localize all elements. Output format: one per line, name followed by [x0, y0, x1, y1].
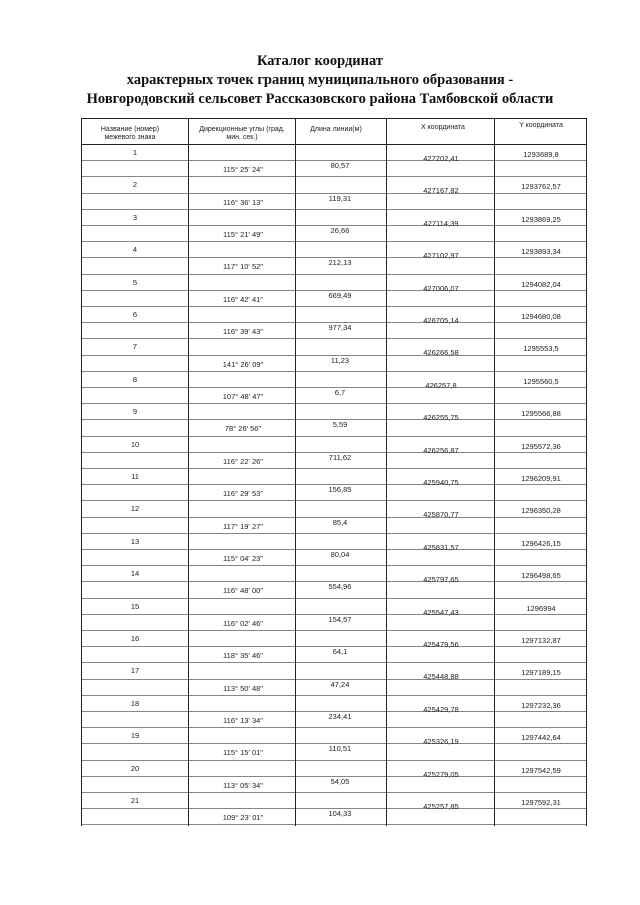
x-coordinate: 427114,39 [423, 218, 459, 228]
y-coordinate: 1293762,57 [521, 182, 561, 192]
line-length: 64,1 [332, 647, 348, 657]
title-line-3: Новгородовский сельсовет Рассказовского района Тамбовской области [86, 91, 554, 107]
row-divider [81, 695, 586, 696]
direction-angle: 115° 15' 01" [223, 748, 263, 758]
line-length: 554,96 [328, 582, 352, 592]
line-length: 104,33 [328, 809, 352, 819]
direction-angle: 116° 29' 53" [223, 489, 263, 499]
x-coordinate: 427202,41 [423, 154, 459, 163]
x-coordinate: 425326,19 [423, 737, 459, 747]
direction-angle: 116° 39' 43" [223, 327, 263, 337]
x-coordinate: 427102,97 [423, 251, 459, 261]
y-coordinate: 1295553,5 [523, 344, 559, 354]
row-divider [81, 760, 586, 761]
row-divider [81, 338, 586, 339]
row-divider [81, 306, 586, 307]
point-number: 21 [130, 796, 140, 805]
x-coordinate: 425279,05 [423, 769, 459, 779]
y-coordinate: 1296498,65 [521, 571, 561, 581]
direction-angle: 116° 48' 00" [223, 586, 263, 596]
y-coordinate: 1293689,8 [523, 150, 559, 159]
line-length: 54,05 [330, 776, 350, 786]
point-number: 2 [132, 180, 138, 190]
point-number: 10 [130, 439, 140, 449]
line-length: 80,04 [330, 550, 350, 559]
direction-angle: 115° 21' 49" [223, 230, 263, 239]
direction-angle: 115° 25' 24" [223, 165, 263, 175]
row-divider [81, 436, 586, 437]
point-number: 11 [131, 472, 139, 481]
y-coordinate: 1297189,15 [521, 668, 561, 678]
header-angle: Дирекционные углы (град. мин. сек.) [199, 126, 285, 141]
column-divider [586, 118, 587, 826]
point-number: 13 [130, 536, 140, 546]
point-number: 1 [132, 148, 138, 157]
y-coordinate: 1295566,88 [521, 409, 561, 419]
line-length: 6,7 [334, 388, 346, 397]
x-coordinate: 425448,88 [423, 672, 459, 682]
direction-angle: 113° 50' 48" [223, 683, 263, 693]
x-coordinate: 425429,78 [423, 704, 459, 714]
y-coordinate: 1297542,59 [521, 765, 561, 775]
row-divider [81, 274, 586, 275]
direction-angle: 107° 48' 47" [222, 392, 264, 401]
direction-angle: 109° 23' 01" [222, 813, 264, 823]
x-coordinate: 425870,77 [423, 510, 459, 520]
coordinates-table [81, 118, 586, 826]
table-top-border [81, 118, 586, 119]
direction-angle: 116° 42' 41" [223, 294, 263, 304]
row-divider [81, 630, 586, 631]
y-coordinate: 1293893,34 [521, 247, 561, 257]
y-coordinate: 1294680,08 [521, 312, 561, 321]
line-length: 11,23 [330, 355, 350, 365]
x-coordinate: 425831,57 [423, 542, 459, 552]
row-divider [81, 209, 586, 210]
y-coordinate: 1293869,25 [521, 214, 561, 224]
row-divider [81, 533, 586, 534]
line-length: 80,57 [330, 161, 350, 171]
x-coordinate: 426257,8 [425, 380, 457, 390]
header-point: Название (номер) межевого знака [100, 126, 160, 141]
document-title [0, 52, 640, 109]
direction-angle: 113° 05' 34" [223, 780, 263, 790]
x-coordinate: 425547,43 [423, 607, 459, 617]
point-number: 8 [132, 374, 138, 384]
line-length: 154,57 [328, 614, 352, 624]
direction-angle: 118° 35' 46" [223, 651, 263, 661]
x-coordinate: 426705,14 [423, 316, 459, 325]
point-number: 14 [130, 569, 140, 579]
point-number: 15 [130, 601, 140, 611]
direction-angle: 117° 10' 52" [223, 262, 263, 272]
y-coordinate: 1297592,31 [521, 798, 561, 807]
y-coordinate: 1296426,15 [521, 538, 561, 548]
line-length: 26,66 [330, 226, 350, 235]
line-length: 669,49 [328, 290, 352, 300]
y-coordinate: 1296994 [526, 603, 556, 613]
direction-angle: 117° 19' 27" [223, 521, 263, 531]
direction-angle: 78° 26' 56" [224, 424, 262, 434]
point-number: 18 [130, 698, 140, 708]
direction-angle: 115° 04' 23" [223, 554, 263, 563]
x-coordinate: 426266,58 [423, 348, 459, 358]
header-x: X координата [421, 124, 465, 131]
direction-angle: 141° 26' 09" [222, 359, 264, 369]
row-divider [81, 176, 586, 177]
line-length: 85,4 [332, 517, 348, 527]
row-divider [81, 565, 586, 566]
x-coordinate: 427006,07 [423, 283, 459, 293]
header-length: Длина линии(м) [310, 126, 362, 133]
direction-angle: 116° 02' 46" [223, 618, 263, 628]
row-divider [81, 792, 586, 793]
direction-angle: 116° 36' 13" [223, 197, 263, 207]
point-number: 5 [132, 277, 138, 287]
point-number: 6 [132, 310, 138, 319]
point-number: 20 [130, 763, 140, 773]
x-coordinate: 425479,56 [423, 640, 459, 649]
row-divider [81, 500, 586, 501]
point-number: 3 [132, 212, 138, 222]
direction-angle: 116° 22' 26" [223, 456, 263, 466]
point-number: 9 [132, 407, 138, 417]
line-length: 5,59 [332, 420, 348, 430]
x-coordinate: 426255,75 [423, 413, 459, 423]
row-divider [81, 662, 586, 663]
row-divider [81, 371, 586, 372]
line-length: 212,13 [328, 258, 352, 268]
x-coordinate: 426256,87 [423, 445, 459, 455]
y-coordinate: 1296350,28 [521, 506, 561, 516]
row-divider [81, 403, 586, 404]
title-line-1: Каталог координат [256, 53, 384, 69]
point-number: 17 [130, 666, 140, 676]
y-coordinate: 1295572,36 [521, 441, 561, 451]
header-divider [81, 144, 586, 145]
row-divider [81, 727, 586, 728]
line-length: 47,24 [330, 679, 350, 689]
line-length: 119,31 [328, 193, 352, 203]
line-length: 234,41 [328, 712, 352, 721]
y-coordinate: 1295560,5 [523, 376, 559, 386]
point-number: 4 [132, 245, 138, 255]
y-coordinate: 1297442,64 [521, 733, 561, 743]
y-coordinate: 1296209,91 [521, 474, 561, 483]
point-number: 19 [130, 731, 140, 741]
row-divider [81, 241, 586, 242]
row-divider [81, 824, 586, 825]
point-number: 16 [130, 634, 140, 643]
x-coordinate: 425940,75 [423, 478, 459, 487]
line-length: 156,85 [328, 485, 352, 495]
x-coordinate: 427167,82 [423, 186, 459, 196]
point-number: 7 [132, 342, 138, 352]
line-length: 711,62 [328, 452, 352, 462]
y-coordinate: 1294082,04 [521, 279, 561, 289]
header-y: Y координата [519, 122, 563, 129]
row-divider [81, 468, 586, 469]
y-coordinate: 1297232,36 [521, 700, 561, 710]
row-divider [81, 598, 586, 599]
line-length: 977,34 [328, 323, 352, 333]
point-number: 12 [130, 504, 140, 514]
line-length: 110,51 [328, 744, 352, 754]
title-line-2: характерных точек границ муниципального образования - [126, 72, 514, 88]
x-coordinate: 425797,65 [423, 575, 459, 585]
x-coordinate: 425257,85 [423, 802, 459, 811]
y-coordinate: 1297132,87 [521, 636, 561, 645]
direction-angle: 116° 13' 34" [223, 716, 263, 725]
